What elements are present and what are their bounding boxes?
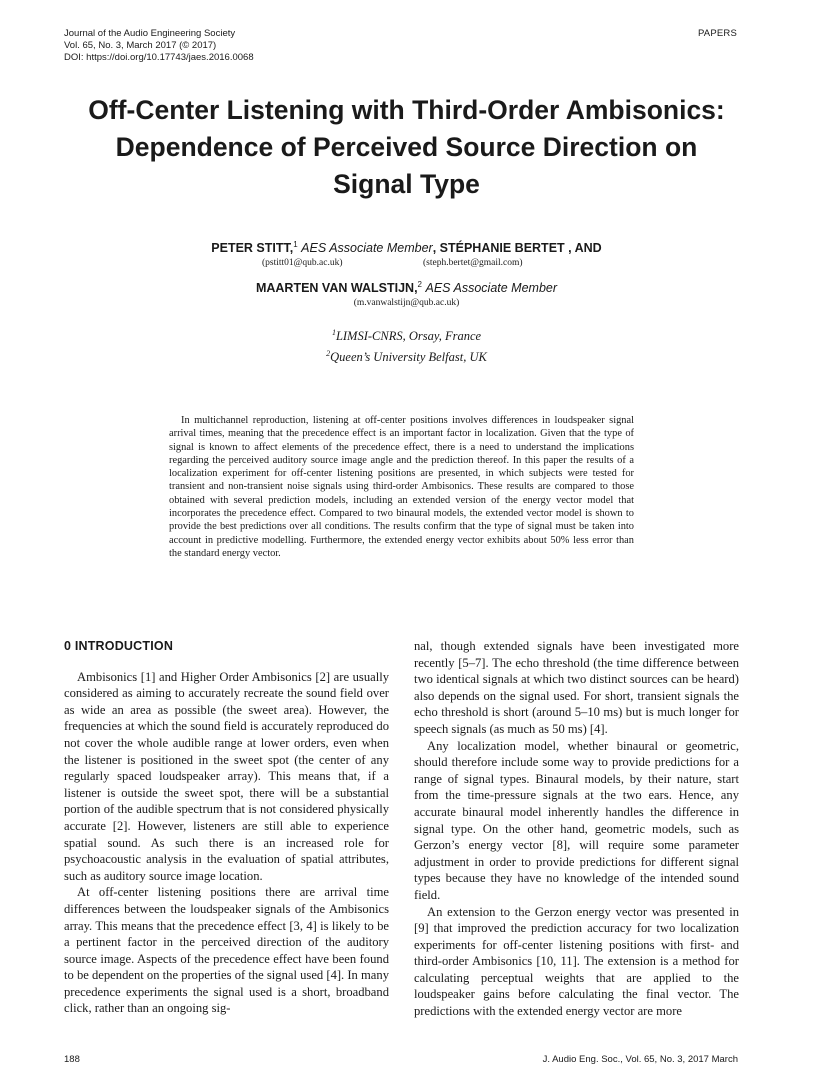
title-line: Signal Type bbox=[333, 169, 480, 199]
section-heading: 0 INTRODUCTION bbox=[64, 639, 174, 653]
body-paragraph: nal, though extended signals have been investigated more recently [5–7]. The echo threshold (the time difference between two identical signals at which two distinct sources can be heard) also depends on the signal used. For short, transient signals the echo threshold is short (around 5–10 ms) but is much longer for speech signals (as much as 50 ms) [4]. bbox=[414, 639, 739, 736]
section-label: PAPERS bbox=[697, 28, 737, 39]
body-paragraph: At off-center listening positions there are arrival time differences between the loudspeaker signals of the Ambisonics array. This means that the precedence effect [3, 4] is likely to be a pertinent factor in the perceived direction of the auditory source image. Aspects of the precedence effect have been found to be dependent on the properties of the signal used [4]. In many precedence experiments the signal used is a short, broadband click, rather than an ongoing sig- bbox=[64, 885, 389, 1016]
author-line-2 bbox=[0, 277, 813, 296]
title-line: Dependence of Perceived Source Direction on bbox=[115, 132, 698, 162]
author-block-2 bbox=[0, 277, 813, 309]
journal-name: Journal of the Audio Engineering Society bbox=[64, 28, 236, 39]
author-email: (m.vanwalstijn@qub.ac.uk) bbox=[353, 298, 460, 309]
journal-doi: DOI: https://doi.org/10.17743/jaes.2016.0068 bbox=[64, 52, 254, 63]
author-membership: AES Associate Member bbox=[301, 241, 433, 256]
author-emails-1 bbox=[0, 257, 813, 269]
journal-volume: Vol. 65, No. 3, March 2017 (© 2017) bbox=[64, 40, 217, 51]
right-column bbox=[414, 638, 739, 1020]
paper-title bbox=[40, 92, 773, 203]
page-number: 188 bbox=[64, 1054, 80, 1065]
journal-header bbox=[64, 28, 254, 64]
affiliation: $^2$Queen’s University Belfast, UK bbox=[326, 349, 487, 365]
body-paragraph: Any localization model, whether binaural or geometric, should therefore include some way to provide predictions for a range of signal types. Binaural models, by their nature, start from the time-pressure signals at the two ears. Hence, any accurate binaural model inherently handles the difference in signal type. On the other hand, geometric models, such as Gerzon’s energy vector [8], will require some parameter adjustment in order to provide predictions for different signal types because they have no knowledge of the intended sound field. bbox=[414, 738, 739, 902]
author-membership: AES Associate Member bbox=[425, 281, 558, 296]
author-affiliation-mark: 2 bbox=[417, 280, 422, 289]
abstract: In multichannel reproduction, listening at off-center positions involves differences in loudspeaker signal arrival times, meaning that the precedence effect is an important factor in localization. Given that the type of signal is known to affect elements of the precedence effect, there is a need to understand the implications regarding the perceived auditory source image angle and the prediction thereof. In this paper the results of a localization experiment for off-center listening positions are presented, in which subjects were tested for transient and non-transient noise signals using third-order Ambisonics. These results are compared to those obtained with several prediction models, including an extended version of the energy vector model that incorporates the precedence effect. Compared to two binaural models, the extended vector model is shown to provide the best predictions over all conditions. The results confirm that the type of signal must be taken into account in predictive modelling. Furthermore, the extended energy vector exhibits about 50% less error than the standard energy vector. bbox=[169, 415, 634, 559]
author-name: , STÉPHANIE BERTET , AND bbox=[432, 241, 602, 256]
left-column bbox=[64, 638, 389, 1017]
footer-citation: J. Audio Eng. Soc., Vol. 65, No. 3, 2017 March bbox=[542, 1054, 738, 1065]
body-paragraph: Ambisonics [1] and Higher Order Ambisonics [2] are usually considered as aiming to accurately recreate the sound field over as wide an area as possible (the sweet area). However, the frequencies at which the sound field is accurately reproduced do not cover the whole audible range at lower orders, even when the listener is positioned in the sweet spot (the center of any regularly spaced loudspeaker array). This means that, if a listener is outside the sweet spot, there will be a substantial portion of the audible spectrum that is not considered physically accurate [2]. However, listeners are still able to experience spatial sound. As such there is an increased role for psychoacoustic analysis in the evaluation of spatial attributes, such as auditory source image location. bbox=[64, 669, 389, 883]
author-affiliation-mark: 1 bbox=[293, 240, 298, 249]
author-email: (pstitt01@qub.ac.uk) bbox=[262, 258, 343, 269]
title-line: Off-Center Listening with Third-Order Ambisonics: bbox=[88, 95, 725, 125]
author-name: PETER STITT, bbox=[211, 241, 294, 256]
author-name: MAARTEN VAN WALSTIJN, bbox=[255, 281, 418, 296]
author-email: (steph.bertet@gmail.com) bbox=[423, 258, 523, 269]
author-line-1 bbox=[0, 237, 813, 256]
author-block bbox=[0, 237, 813, 269]
affiliations bbox=[0, 324, 813, 366]
body-paragraph: An extension to the Gerzon energy vector was presented in [9] that improved the prediction accuracy for two localization experiments for off-center listening positions with first- and third-order Ambisonics [10, 11]. The extension is a method for calculating perceptual weights that are applied to the loudspeaker gains before calculating the final vector. The predictions with the extended energy vector are more bbox=[414, 904, 739, 1019]
affiliation: $^1$LIMSI-CNRS, Orsay, France bbox=[331, 328, 482, 344]
